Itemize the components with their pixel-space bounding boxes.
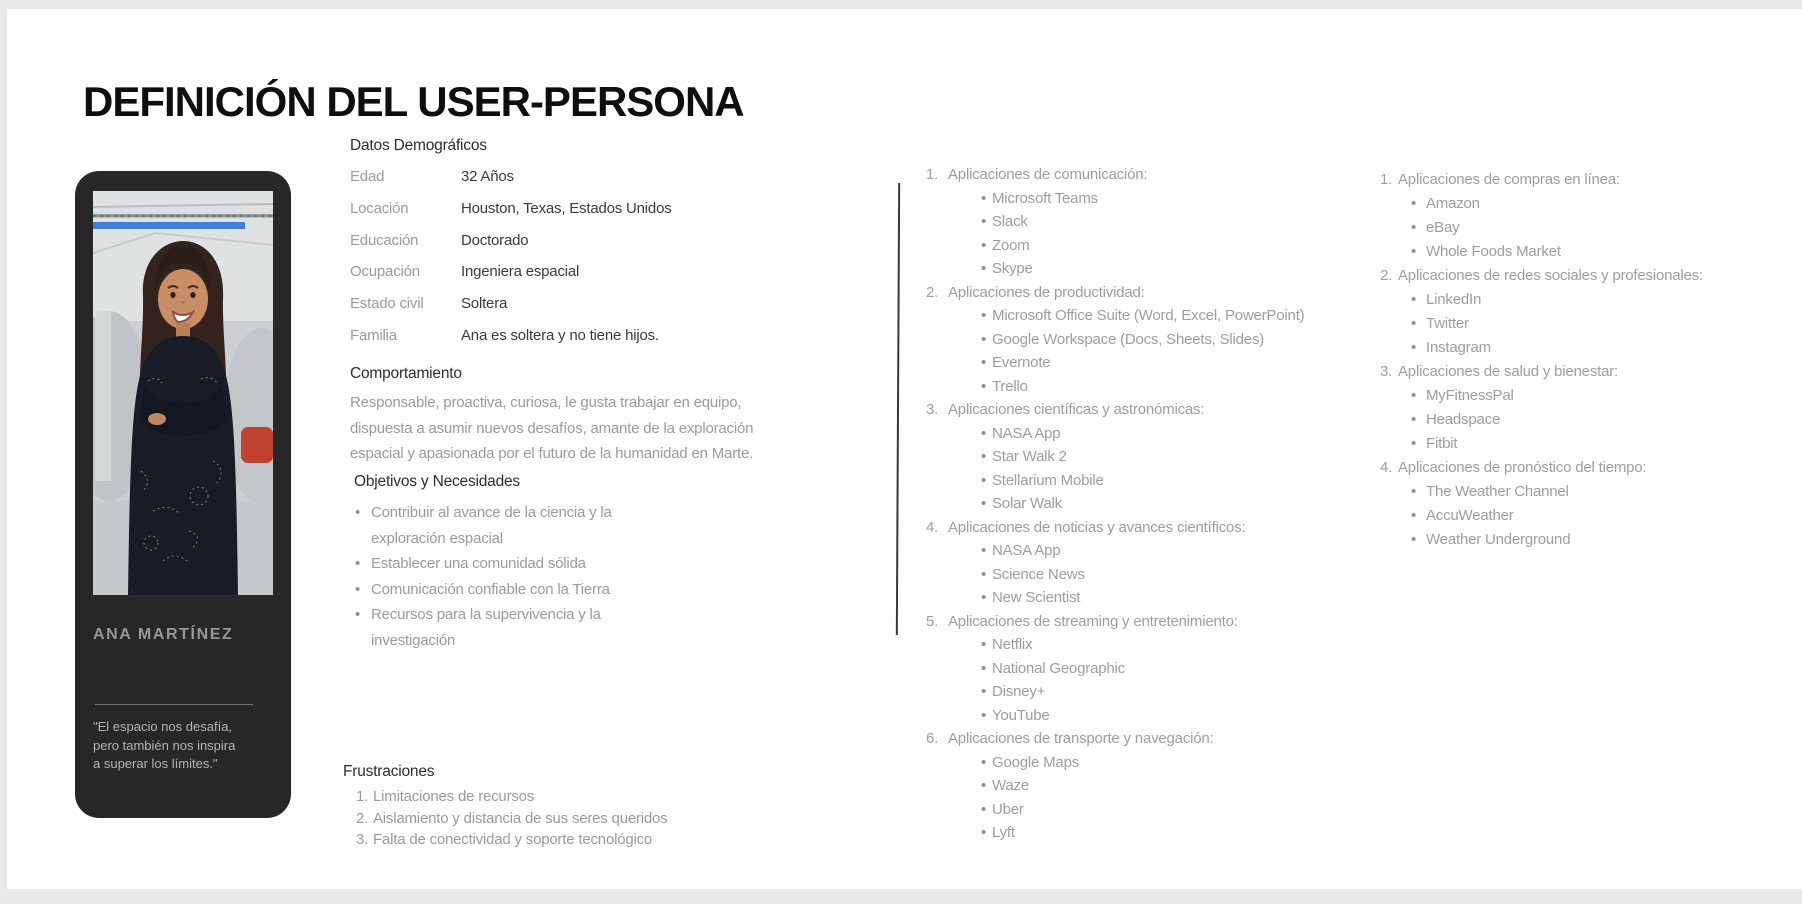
app-category-row — [926, 610, 1346, 634]
app-row — [926, 469, 1346, 493]
app-name: • Weather Underground — [1426, 531, 1571, 548]
app-row — [926, 210, 1346, 234]
frustration-item — [343, 829, 763, 851]
category-label: Aplicaciones de salud y bienestar: — [1398, 363, 1619, 380]
app-row — [926, 304, 1346, 328]
app-row — [926, 257, 1346, 281]
category-label: Aplicaciones de comunicación: — [948, 166, 1148, 183]
app-name: • Amazon — [1426, 195, 1480, 212]
app-name: • Google Workspace (Docs, Sheets, Slides) — [992, 330, 1265, 348]
category-label: Aplicaciones de compras en línea: — [1398, 171, 1620, 188]
demographic-row — [350, 327, 790, 359]
app-row — [926, 422, 1346, 446]
app-name: • Evernote — [992, 354, 1051, 371]
app-row — [926, 657, 1346, 681]
frustrations-title: Frustraciones — [343, 763, 435, 780]
app-name: • Stellarium Mobile — [992, 471, 1104, 489]
demographic-value: Ana es soltera y no tiene hijos. — [461, 326, 659, 344]
goal-item: • Recursos para la supervivencia y la investigación — [354, 602, 671, 653]
demographics-title: Datos Demográficos — [350, 137, 487, 154]
app-name: • Waze — [992, 777, 1029, 794]
app-row — [926, 234, 1346, 258]
category-label: Aplicaciones científicas y astronómicas: — [948, 401, 1205, 418]
app-name: • Star Walk 2 — [992, 448, 1067, 465]
persona-card — [75, 171, 291, 818]
apps-column-2 — [1380, 168, 1780, 552]
demographic-label: Familia — [350, 326, 397, 344]
behavior-section — [350, 365, 802, 467]
item-text: Aislamiento y distancia de sus seres queridos — [373, 809, 668, 827]
goal-item: • Comunicación confiable con la Tierra — [354, 577, 671, 603]
goal-item: • Contribuir al avance de la ciencia y la exploración espacial — [354, 500, 671, 551]
app-row — [926, 328, 1346, 352]
app-row — [926, 539, 1346, 563]
demographic-value: 32 Años — [461, 168, 514, 185]
app-name: • New Scientist — [992, 589, 1081, 606]
app-name: • Slack — [992, 213, 1028, 230]
app-row — [926, 586, 1346, 610]
app-category-row — [926, 398, 1346, 422]
app-row — [926, 492, 1346, 516]
demographic-label: Estado civil — [350, 295, 424, 313]
app-name: • Trello — [992, 377, 1028, 395]
app-row — [926, 821, 1346, 845]
frustrations-list — [343, 786, 763, 851]
app-name: • Netflix — [992, 636, 1033, 653]
app-name: • AccuWeather — [1426, 507, 1514, 524]
app-row — [926, 351, 1346, 375]
app-row — [1380, 240, 1780, 264]
app-name: • Disney+ — [992, 683, 1046, 700]
category-number: 1. — [926, 166, 939, 183]
demographics-rows — [350, 168, 790, 359]
demographic-row — [350, 200, 790, 232]
app-row — [926, 445, 1346, 469]
goals-title: Objetivos y Necesidades — [354, 473, 520, 490]
item-number: 3. — [356, 831, 369, 848]
goals-list — [354, 500, 684, 653]
app-name: • YouTube — [992, 706, 1050, 724]
app-name: • eBay — [1426, 219, 1460, 236]
item-text: Limitaciones de recursos — [373, 788, 535, 805]
app-name: • NASA App — [992, 542, 1061, 559]
category-number: 6. — [926, 730, 939, 747]
category-label: Aplicaciones de productividad: — [948, 283, 1145, 301]
app-row — [926, 751, 1346, 775]
category-number: 4. — [1380, 459, 1393, 476]
app-row — [1380, 480, 1780, 504]
app-name: • Microsoft Office Suite (Word, Excel, PowerPoint) — [992, 307, 1305, 324]
app-row — [926, 680, 1346, 704]
category-number: 3. — [1380, 363, 1393, 380]
app-row — [926, 375, 1346, 399]
category-number: 3. — [926, 401, 939, 418]
demographic-label: Educación — [350, 231, 419, 249]
app-category-row — [1380, 168, 1780, 192]
app-category-row — [1380, 456, 1780, 480]
demographic-row — [350, 232, 790, 264]
category-number: 2. — [1380, 267, 1393, 284]
category-number: 1. — [1380, 171, 1393, 188]
app-name: • Headspace — [1426, 411, 1501, 428]
demographic-value: Ingeniera espacial — [461, 263, 580, 281]
app-row — [926, 187, 1346, 211]
demographic-value: Houston, Texas, Estados Unidos — [461, 199, 672, 217]
app-row — [1380, 216, 1780, 240]
app-name: • Science News — [992, 565, 1085, 583]
app-name: • Solar Walk — [992, 495, 1062, 512]
app-name: • MyFitnessPal — [1426, 387, 1514, 404]
app-name: • Skype — [992, 260, 1033, 277]
app-name: • The Weather Channel — [1426, 483, 1569, 500]
demographic-label: Edad — [350, 168, 385, 185]
app-row — [926, 704, 1346, 728]
demographic-row — [350, 263, 790, 295]
app-row — [926, 774, 1346, 798]
app-name: • Instagram — [1426, 339, 1491, 356]
app-name: • LinkedIn — [1426, 291, 1482, 308]
app-category-row — [1380, 360, 1780, 384]
app-row — [926, 633, 1346, 657]
goals-section — [354, 473, 684, 653]
category-number: 2. — [926, 283, 939, 301]
app-name: • Twitter — [1426, 315, 1469, 332]
apps-column-1 — [926, 163, 1346, 845]
app-row — [1380, 384, 1780, 408]
behavior-text: Responsable, proactiva, curiosa, le gusta trabajar en equipo, dispuesta a asumir nuevos desafíos, amante de la exploración espacial y apasionada por el futuro de la humanidad en Marte. — [350, 394, 754, 462]
item-text: Falta de conectividad y soporte tecnológico — [373, 831, 653, 848]
app-category-row — [926, 281, 1346, 305]
demographic-row — [350, 295, 790, 327]
app-name: • Whole Foods Market — [1426, 243, 1561, 260]
category-label: Aplicaciones de redes sociales y profesionales: — [1398, 267, 1703, 284]
frustration-item — [343, 786, 763, 808]
card-divider — [95, 704, 253, 705]
app-row — [1380, 504, 1780, 528]
app-name: • Google Maps — [992, 753, 1080, 771]
app-row — [1380, 432, 1780, 456]
app-category-row — [1380, 264, 1780, 288]
category-label: Aplicaciones de pronóstico del tiempo: — [1398, 459, 1647, 476]
app-row — [1380, 528, 1780, 552]
app-name: • National Geographic — [992, 659, 1125, 677]
demographic-value: Soltera — [461, 295, 508, 313]
category-number: 5. — [926, 612, 939, 630]
app-row — [1380, 288, 1780, 312]
item-number: 2. — [356, 809, 369, 827]
frustration-item — [343, 808, 763, 830]
demographics-section — [350, 137, 790, 359]
persona-quote: "El espacio nos desafía, pero también nos inspira a superar los límites." — [93, 719, 236, 771]
app-name: • Zoom — [992, 236, 1030, 254]
app-row — [1380, 408, 1780, 432]
persona-name: ANA MARTÍNEZ — [93, 626, 234, 643]
goal-item: • Establecer una comunidad sólida — [354, 551, 671, 577]
category-number: 4. — [926, 518, 939, 536]
category-label: Aplicaciones de noticias y avances científicos: — [948, 518, 1246, 536]
app-row — [926, 798, 1346, 822]
category-label: Aplicaciones de streaming y entretenimiento: — [948, 612, 1238, 630]
category-label: Aplicaciones de transporte y navegación: — [948, 730, 1214, 747]
app-category-row — [926, 727, 1346, 751]
item-number: 1. — [356, 788, 369, 805]
app-name: • Uber — [992, 800, 1024, 818]
persona-photo — [93, 191, 273, 595]
app-row — [1380, 192, 1780, 216]
app-name: • Fitbit — [1426, 435, 1458, 452]
demographic-label: Ocupación — [350, 263, 420, 281]
demographic-row — [350, 168, 790, 200]
app-row — [926, 563, 1346, 587]
app-category-row — [926, 163, 1346, 187]
frustrations-section — [343, 763, 763, 851]
behavior-title: Comportamiento — [350, 365, 462, 382]
demographic-label: Locación — [350, 199, 409, 217]
app-category-row — [926, 516, 1346, 540]
demographic-value: Doctorado — [461, 231, 529, 249]
app-row — [1380, 336, 1780, 360]
app-name: • Microsoft Teams — [992, 189, 1098, 207]
app-name: • Lyft — [992, 824, 1015, 841]
app-name: • NASA App — [992, 424, 1061, 442]
page-title: DEFINICIÓN DEL USER-PERSONA — [83, 78, 744, 126]
app-row — [1380, 312, 1780, 336]
